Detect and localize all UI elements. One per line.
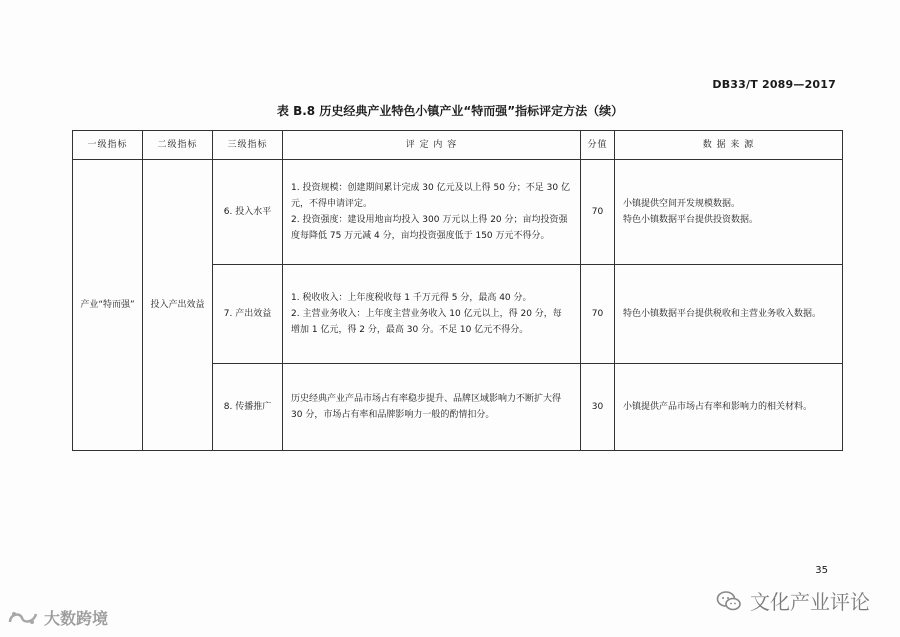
table-title: 表 B.8 历史经典产业特色小镇产业“特而强”指标评定方法（续） (276, 104, 624, 118)
header-score: 分值 (581, 131, 615, 160)
score-cell: 70 (581, 160, 615, 265)
wechat-icon (716, 590, 742, 612)
level3-cell: 8. 传播推广 (213, 364, 283, 451)
score-cell: 30 (581, 364, 615, 451)
level2-cell: 投入产出效益 (143, 160, 213, 451)
source-cell (615, 265, 843, 364)
evaluation-table (72, 130, 843, 451)
content-cell (283, 265, 581, 364)
header-level1: 一级指标 (73, 131, 143, 160)
watermark-left (6, 606, 108, 629)
watermark-right-text: 文化产业评论 (750, 590, 870, 614)
source-cell (615, 364, 843, 451)
content-line: 度每降低 75 万元减 4 分，亩均投资强度低于 150 万元不得分。 (291, 231, 550, 241)
content-line: 30 分，市场占有率和品牌影响力一般的酌情扣分。 (291, 410, 495, 420)
header-level3: 三级指标 (213, 131, 283, 160)
page-number: 35 (815, 565, 828, 576)
content-line: 增加 1 亿元，得 2 分，最高 30 分。不足 10 亿元不得分。 (291, 325, 529, 335)
header-level2: 二级指标 (143, 131, 213, 160)
watermark-left-text: 大数跨境 (44, 609, 109, 628)
document-code: DB33/T 2089—2017 (712, 78, 836, 91)
header-source: 数 据 来 源 (615, 131, 843, 160)
score-cell: 70 (581, 265, 615, 364)
content-cell (283, 160, 581, 265)
source-line: 特色小镇数据平台提供投资数据。 (623, 215, 759, 225)
level3-cell: 6. 投入水平 (213, 160, 283, 265)
content-line: 1. 投资规模：创建期间累计完成 30 亿元及以上得 50 分；不足 30 亿 (291, 183, 570, 193)
content-line: 2. 主营业务收入：上年度主营业务收入 10 亿元以上，得 20 分，每 (291, 309, 562, 319)
brand-logo-icon (6, 608, 40, 628)
table-row (73, 160, 843, 265)
watermark-right (716, 586, 870, 615)
content-line: 元，不得申请评定。 (291, 199, 373, 209)
source-line: 特色小镇数据平台提供税收和主营业务收入数据。 (623, 309, 822, 319)
level1-cell: 产业“特而强” (73, 160, 143, 451)
content-cell (283, 364, 581, 451)
content-line: 1. 税收收入：上年度税收每 1 千万元得 5 分，最高 40 分。 (291, 293, 532, 303)
header-content: 评 定 内 容 (283, 131, 581, 160)
level3-cell: 7. 产出效益 (213, 265, 283, 364)
source-line: 小镇提供空间开发规模数据。 (623, 199, 741, 209)
table-header-row (73, 131, 843, 160)
content-line: 历史经典产业产品市场占有率稳步提升、品牌区域影响力不断扩大得 (291, 394, 562, 404)
source-cell (615, 160, 843, 265)
content-line: 2. 投资强度：建设用地亩均投入 300 万元以上得 20 分；亩均投资强 (291, 215, 568, 225)
source-line: 小镇提供产品市场占有率和影响力的相关材料。 (623, 402, 813, 412)
